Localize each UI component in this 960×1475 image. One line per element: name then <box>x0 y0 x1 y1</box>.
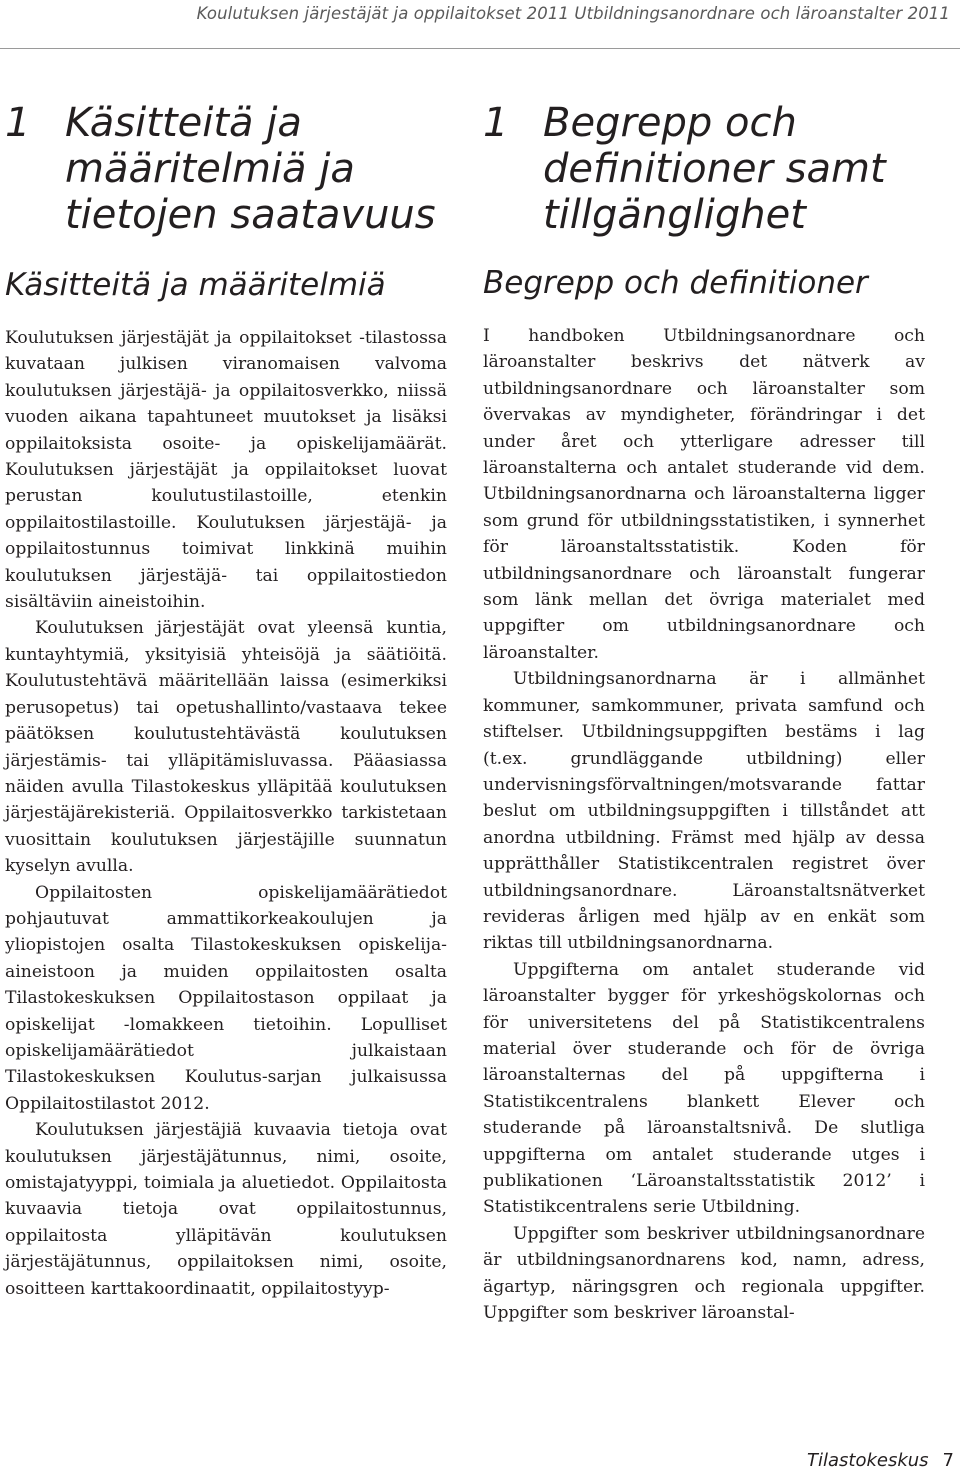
swedish-chapter-heading <box>483 100 925 238</box>
finnish-section-title: Käsitteitä ja määritelmiä <box>5 267 386 303</box>
finnish-chapter-heading <box>5 100 447 238</box>
finnish-paragraph: Koulutuksen järjestäjät ja oppilaitokset -tilastossa kuvataan julkisen viranomaisen valvoma koulutuksen järjestäjä- ja oppilaitosverkko, niissä vuoden aikana tapahtuneet muutokset ja lisäksi oppilaitoksista osoite- ja opiskelijamäärät. Koulutuksen järjestäjät ja oppilaitokset luovat perustan koulutustilastoille, etenkin oppilaitostilastoille. Koulutuksen järjestäjä- ja oppilaitostunnus toimivat linkkinä muihin koulutuksen järjestäjä- tai oppilaitostiedon sisältäviin aineistoihin. <box>5 328 447 613</box>
running-header: Koulutuksen järjestäjät ja oppilaitokset 2011 Utbildningsanordnare och läroanstalter 2011 <box>196 4 950 23</box>
chapter-number: 1 <box>5 100 31 146</box>
swedish-paragraph: I handboken Utbildningsanordnare och läroanstalter beskrivs det nätverk av utbildningsanordnare och läroanstalter som övervakas av myndigheter, förändringar i det under året och ytterligare adresser till läroanstalterna och antalet studerande vid dem. Utbildningsanordnarna och läroanstalterna ligger som grund för utbildningsstatistiken, i synnerhet för läroanstaltsstatistik. Koden för utbildningsanordnare och läroanstalt fungerar som länk mellan det övriga materialet med uppgifter om utbildningsanordnare och läroanstalter. <box>483 326 925 663</box>
page-footer <box>807 1450 954 1471</box>
swedish-paragraph: Uppgifterna om antalet studerande vid läroanstalter bygger för yrkeshögskolornas och för universitetens del på Statistikcentralens material över studerande och för de övriga läroanstalternas del på uppgifterna i Statistikcentralens blankett Elever och studerande på läroanstaltsnivå. De slutliga uppgifterna om antalet studerande utges i publikationen ‘Läroanstaltsstatistik 2012’ i Statistikcentralens serie Utbildning. <box>483 959 925 1218</box>
swedish-paragraph: Uppgifter som beskriver utbildningsanordnare är utbildningsanordnarens kod, namn, adress, ägartyp, näringsgren och regionala uppgifter. Uppgifter som beskriver läroanstal- <box>483 1223 925 1324</box>
swedish-column <box>483 100 925 1400</box>
swedish-section-title: Begrepp och definitioner <box>483 265 868 301</box>
finnish-paragraph: Koulutuksen järjestäjät ovat yleensä kuntia, kuntayhtymiä, yksityisiä yhteisöjä ja säätiöitä. Koulutustehtävä määritellään laissa (esimerkiksi perusopetus) tai opetushallinto/vastaava tekee päätöksen koulutustehtävästä koulutuksen järjestämis- tai ylläpitämisluvassa. Pääasiassa näiden avulla Tilastokeskus ylläpitää koulutuksen järjestäjärekisteriä. Oppilaitosverkko tarkistetaan vuosittain koulutuksen järjestäjille suunnatun kyselyn avulla. <box>5 618 447 877</box>
chapter-title: Begrepp och definitioner samt tillgänglighet <box>543 100 886 238</box>
finnish-paragraph: Koulutuksen järjestäjiä kuvaavia tietoja ovat koulutuksen järjestäjätunnus, nimi, osoite, omistajatyyppi, toimiala ja aluetiedot. Oppilaitosta kuvaavia tietoja ovat oppilaitostunnus, oppilaitosta ylläpitävän koulutuksen järjestäjätunnus, oppilaitoksen nimi, osoite, osoitteen karttakoordinaatit, oppilaitostyyp- <box>5 1120 447 1299</box>
chapter-number: 1 <box>483 100 509 146</box>
page-number: 7 <box>942 1450 954 1471</box>
publisher-name: Tilastokeskus <box>806 1450 929 1471</box>
chapter-title: Käsitteitä ja määritelmiä ja tietojen saatavuus <box>65 100 436 238</box>
swedish-paragraph: Utbildningsanordnarna är i allmänhet kommuner, samkommuner, privata samfund och stiftelser. Utbildningsuppgiften bestäms i lag (t.ex. grundläggande utbildning) eller undervisningsförvaltningen/motsvarande fattar beslut om utbildningsuppgiften i tillståndet att anordna utbildning. Främst med hjälp av dessa upprätthåller Statistikcentralen registret över utbildningsanordnare. Läroanstaltsnätverket revideras årligen med hjälp av en enkät som riktas till utbildningsanordnarna. <box>483 669 925 954</box>
finnish-paragraph: Oppilaitosten opiskelijamäärätiedot pohjautuvat ammattikorkeakoulujen ja yliopistojen osalta Tilastokeskuksen opiskelija-aineistoon ja muiden oppilaitosten osalta Tilastokeskuksen Oppilaitostason oppilaat ja opiskelijat -lomakkeen tietoihin. Lopulliset opiskelijamäärätiedot julkaistaan Tilastokeskuksen Koulutus-sarjan julkaisussa Oppilaitostilastot 2012. <box>5 882 447 1114</box>
header-rule <box>0 48 960 49</box>
finnish-column <box>5 100 447 1400</box>
